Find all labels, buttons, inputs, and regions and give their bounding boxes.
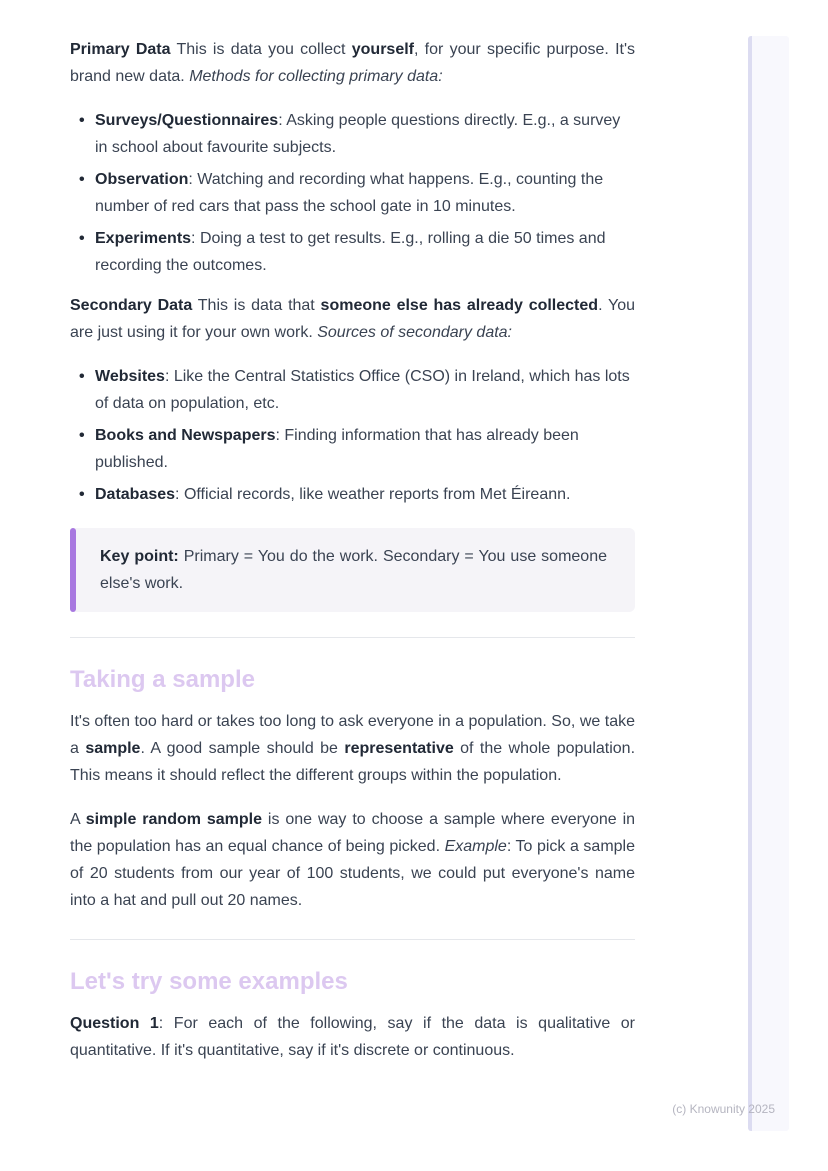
page-edge-margin-strip: [748, 36, 789, 1131]
footer-copyright: (c) Knowunity 2025: [672, 1102, 775, 1116]
list-primary-data-methods: [70, 107, 635, 279]
section-divider: [70, 637, 635, 638]
list-item: • Books and Newspapers: Finding information that has already been published.: [70, 422, 635, 476]
paragraph-sample-intro: It's often too hard or takes too long to ask everyone in a population. So, we take a sample. A good sample should be representative of the whole population. This means it should reflect the different groups within the population.: [70, 713, 636, 784]
heading-taking-a-sample: Taking a sample: [70, 666, 255, 693]
heading-lets-try-some-examples: Let's try some examples: [70, 968, 348, 995]
callout-key-point: Key point: Primary = You do the work. Secondary = You use someone else's work.: [70, 528, 635, 612]
document-content: [70, 0, 635, 1081]
list-item: • Databases: Official records, like weather reports from Met Éireann.: [70, 481, 635, 508]
term-secondary-data: Secondary Data: [70, 297, 193, 314]
list-item: • Websites: Like the Central Statistics Office (CSO) in Ireland, which has lots of data on population, etc.: [70, 363, 635, 417]
list-secondary-data-sources: [70, 363, 635, 508]
section-divider: [70, 939, 635, 940]
callout-accent-bar: [70, 528, 76, 612]
paragraph-secondary-data: Secondary Data This is data that someone else has already collected. You are just using it for your own work. Sources of secondary data:: [70, 297, 636, 341]
list-item: • Experiments: Doing a test to get results. E.g., rolling a die 50 times and recording the outcomes.: [70, 225, 635, 279]
list-item: • Surveys/Questionnaires: Asking people questions directly. E.g., a survey in school about favourite subjects.: [70, 107, 635, 161]
paragraph-question-1: Question 1: For each of the following, say if the data is qualitative or quantitative. If it's quantitative, say if it's discrete or continuous.: [70, 1015, 635, 1059]
paragraph-simple-random-sample: A simple random sample is one way to choose a sample where everyone in the population has an equal chance of being picked. Example: To pick a sample of 20 students from our year of 100 students, we could put everyone's name into a hat and pull out 20 names.: [70, 811, 636, 909]
paragraph-primary-data: Primary Data This is data you collect yourself, for your specific purpose. It's brand new data. Methods for collecting primary data:: [70, 41, 636, 85]
term-primary-data: Primary Data: [70, 41, 171, 58]
list-item: • Observation: Watching and recording what happens. E.g., counting the number of red cars that pass the school gate in 10 minutes.: [70, 166, 635, 220]
